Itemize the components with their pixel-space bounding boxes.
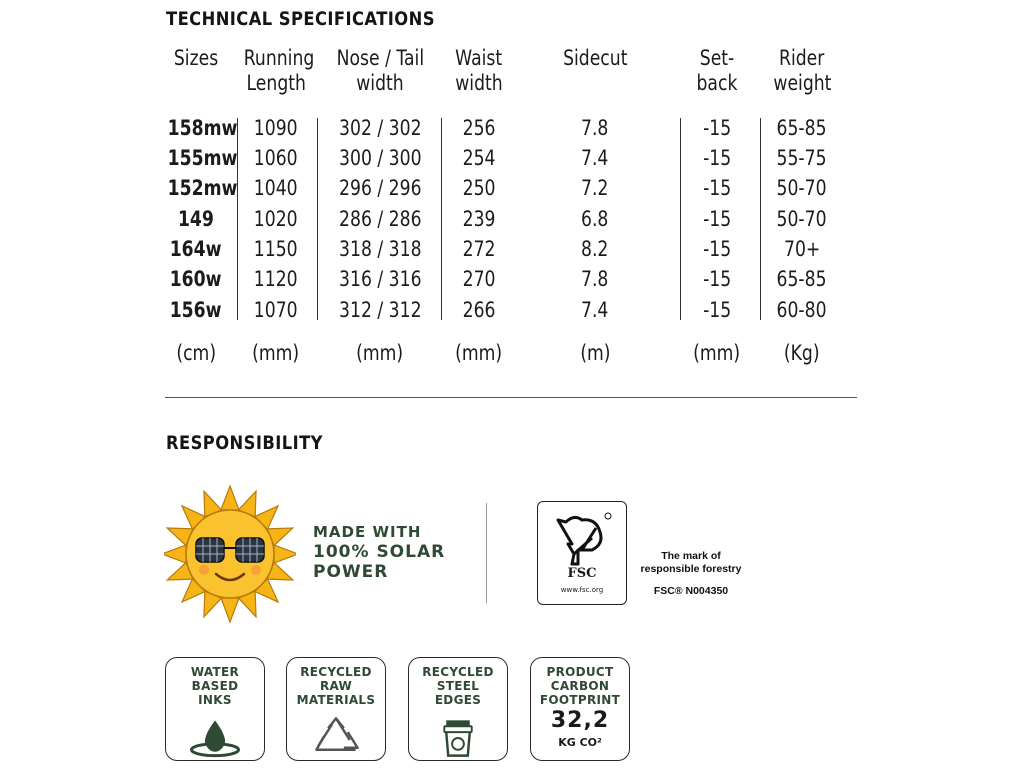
table-cell-rider-weight: 55-75 xyxy=(776,146,828,170)
badge-line: RECYCLED xyxy=(300,665,372,679)
table-divider xyxy=(760,118,761,320)
table-cell-nose-tail: 302 / 302 xyxy=(338,116,422,140)
unit-label: (mm) xyxy=(356,341,404,365)
badge-water-based-inks xyxy=(165,657,265,761)
badge-line: INKS xyxy=(198,693,232,707)
badge-line: CARBON xyxy=(550,679,610,693)
table-cell-waist: 266 xyxy=(462,298,496,322)
section-divider xyxy=(165,397,857,398)
table-divider xyxy=(441,118,442,320)
fsc-url: www.fsc.org xyxy=(560,586,604,594)
badge-line: FOOTPRINT xyxy=(539,693,621,707)
table-cell-rider-weight: 60-80 xyxy=(776,298,828,322)
column-header-nose-tail-width: Nose / Tail width xyxy=(336,46,424,95)
table-cell-running-length: 1120 xyxy=(254,267,298,291)
table-cell-size: 149 xyxy=(178,207,214,231)
table-cell-waist: 272 xyxy=(462,237,496,261)
carbon-footprint-value: 32,2 xyxy=(550,708,610,733)
table-cell-sidecut: 8.2 xyxy=(581,237,609,261)
vertical-divider xyxy=(486,503,487,603)
table-cell-running-length: 1020 xyxy=(254,207,298,231)
table-cell-size: 156w xyxy=(170,298,222,322)
table-cell-waist: 256 xyxy=(462,116,496,140)
table-cell-setback: -15 xyxy=(702,176,732,200)
table-cell-nose-tail: 316 / 316 xyxy=(338,267,422,291)
fsc-logo xyxy=(537,501,627,605)
table-cell-waist: 254 xyxy=(462,146,496,170)
table-cell-nose-tail: 318 / 318 xyxy=(338,237,422,261)
table-cell-nose-tail: 296 / 296 xyxy=(338,176,422,200)
unit-label: (m) xyxy=(579,341,611,365)
fsc-mark-text xyxy=(632,550,750,576)
fsc-license-code: FSC® N004350 xyxy=(653,585,729,597)
table-cell-rider-weight: 50-70 xyxy=(776,176,828,200)
table-cell-nose-tail: 312 / 312 xyxy=(338,298,422,322)
table-cell-setback: -15 xyxy=(702,146,732,170)
table-cell-size: 155mw xyxy=(167,146,238,170)
recycle-bin-icon xyxy=(409,716,507,758)
water-drop-icon xyxy=(166,716,264,758)
table-cell-nose-tail: 300 / 300 xyxy=(338,146,422,170)
unit-label: (cm) xyxy=(176,341,216,365)
table-cell-waist: 270 xyxy=(462,267,496,291)
table-cell-size: 164w xyxy=(170,237,222,261)
fsc-tree-icon xyxy=(552,510,614,566)
unit-label: (Kg) xyxy=(784,341,820,365)
table-cell-running-length: 1070 xyxy=(254,298,298,322)
solar-line-3: POWER xyxy=(313,562,389,582)
table-cell-running-length: 1040 xyxy=(254,176,298,200)
table-cell-sidecut: 7.4 xyxy=(581,146,609,170)
responsibility-title: RESPONSIBILITY xyxy=(166,432,323,454)
unit-label: (mm) xyxy=(693,341,741,365)
badge-line: WATER xyxy=(190,665,240,679)
table-cell-rider-weight: 65-85 xyxy=(776,267,828,291)
fsc-mark-line-1: The mark of xyxy=(661,550,721,562)
table-cell-setback: -15 xyxy=(702,207,732,231)
badge-line: EDGES xyxy=(434,693,482,707)
table-divider xyxy=(680,118,681,320)
table-cell-rider-weight: 50-70 xyxy=(776,207,828,231)
badge-line: MATERIALS xyxy=(296,693,376,707)
badge-recycled-raw-materials xyxy=(286,657,386,761)
table-cell-setback: -15 xyxy=(702,298,732,322)
table-cell-sidecut: 7.8 xyxy=(581,267,609,291)
table-cell-nose-tail: 286 / 286 xyxy=(338,207,422,231)
table-cell-sidecut: 7.8 xyxy=(581,116,609,140)
table-divider xyxy=(317,118,318,320)
technical-specifications-title: TECHNICAL SPECIFICATIONS xyxy=(166,8,435,30)
table-cell-setback: -15 xyxy=(702,116,732,140)
table-cell-rider-weight: 70+ xyxy=(783,237,821,261)
column-header-setback: Set- back xyxy=(696,46,738,95)
badge-line: PRODUCT xyxy=(546,665,614,679)
badge-line: RECYCLED xyxy=(422,665,494,679)
table-cell-setback: -15 xyxy=(702,267,732,291)
table-cell-sidecut: 7.4 xyxy=(581,298,609,322)
column-header-sidecut: Sidecut xyxy=(562,46,628,70)
table-cell-running-length: 1090 xyxy=(254,116,298,140)
table-cell-waist: 250 xyxy=(462,176,496,200)
solar-line-1: MADE WITH xyxy=(313,523,422,541)
badge-recycled-steel-edges xyxy=(408,657,508,761)
column-header-running-length: Running Length xyxy=(243,46,315,95)
solar-line-2: 100% SOLAR xyxy=(313,542,446,562)
table-cell-size: 158mw xyxy=(167,116,238,140)
table-cell-waist: 239 xyxy=(462,207,496,231)
column-header-rider-weight: Rider weight xyxy=(772,46,832,95)
table-cell-sidecut: 7.2 xyxy=(581,176,609,200)
column-header-waist-width: Waist width xyxy=(455,46,503,95)
badge-line: BASED xyxy=(191,679,239,693)
solar-sun-icon xyxy=(164,484,296,624)
badge-line: STEEL xyxy=(436,679,480,693)
solar-power-text xyxy=(313,522,445,582)
table-cell-rider-weight: 65-85 xyxy=(776,116,828,140)
column-header-sizes: Sizes xyxy=(173,46,219,70)
table-cell-running-length: 1060 xyxy=(254,146,298,170)
badge-product-carbon-footprint xyxy=(530,657,630,761)
recycle-icon xyxy=(287,716,385,758)
badge-line: RAW xyxy=(319,679,353,693)
table-cell-size: 160w xyxy=(170,267,222,291)
fsc-mark-line-2: responsible forestry xyxy=(640,563,742,575)
fsc-label: FSC xyxy=(567,566,597,581)
unit-label: (mm) xyxy=(455,341,503,365)
unit-label: (mm) xyxy=(252,341,300,365)
carbon-footprint-unit: KG CO² xyxy=(558,736,602,749)
table-cell-size: 152mw xyxy=(167,176,238,200)
table-cell-sidecut: 6.8 xyxy=(581,207,609,231)
table-cell-setback: -15 xyxy=(702,237,732,261)
table-cell-running-length: 1150 xyxy=(254,237,298,261)
